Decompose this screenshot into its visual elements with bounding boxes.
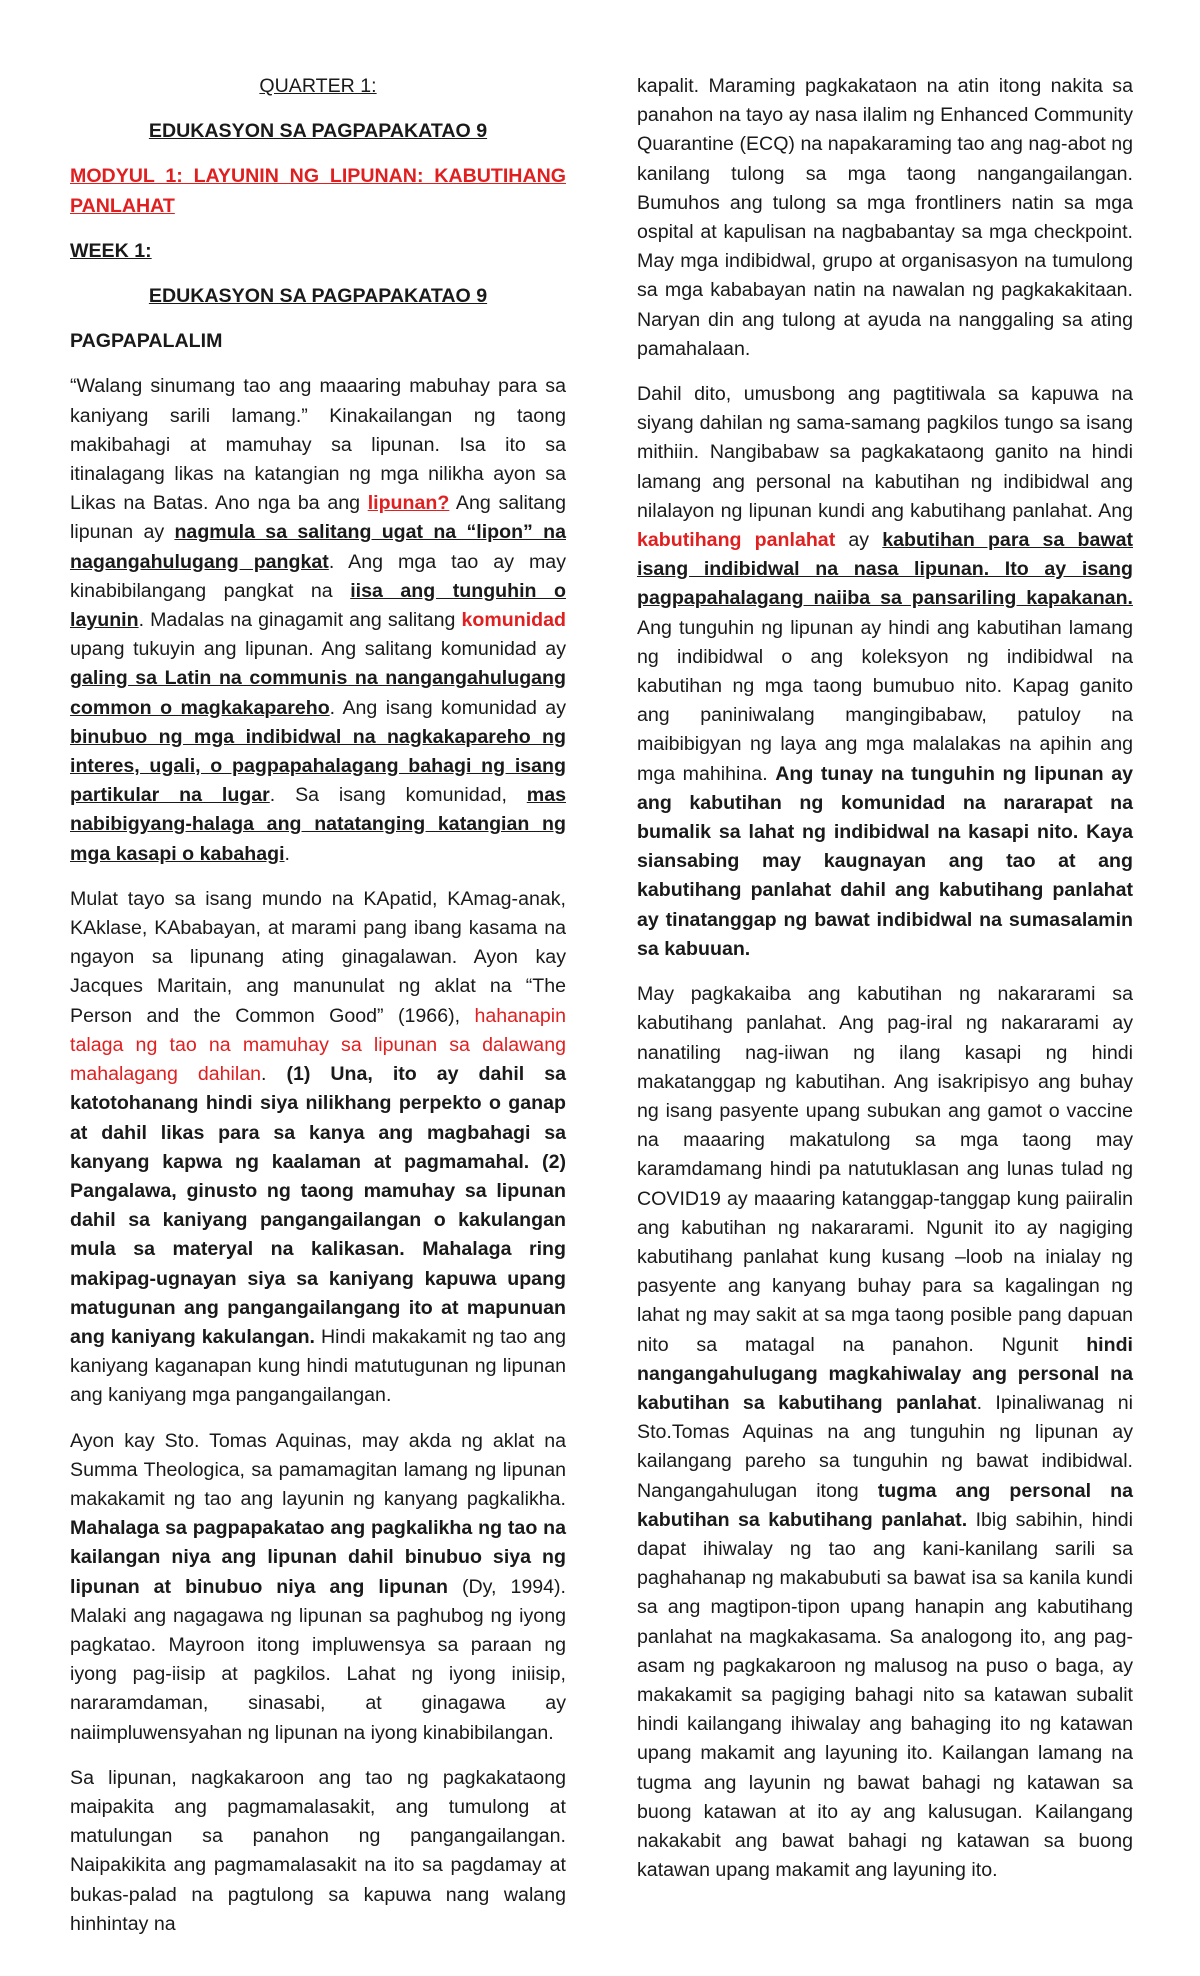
definition-katangian: mas nabibigyang-halaga ang natatanging katangian ng mga kasapi o kabahagi	[70, 784, 566, 865]
definition-communis: galing sa Latin na communis na nangangahulugang common o magkakapareho	[70, 667, 566, 719]
quarter-label: QUARTER 1:	[259, 75, 377, 97]
aquinas-highlight: Mahalaga sa pagpapakatao ang pagkalikha ng tao na kailangan niya ang lipunan dahil binubuo siya ng lipunan at binubuo niya ang lipunan	[70, 1517, 566, 1598]
subject-title-repeat: EDUKASYON SA PAGPAPAKATAO 9	[148, 285, 488, 308]
right-column	[637, 72, 1133, 1901]
paragraph-ecq: kapalit. Maraming pagkakataon na atin itong nakita sa panahon na tayo ay nasa ilalim ng Enhanced Community Quarantine (ECQ) na napakaraming tao ang nag-abot ng kanilang tulong sa mga taong nangangailangan. Bumuhos ang tulong sa mga frontliners natin sa mga ospital at kapulisan na nagbabantay sa mga checkpoint. May mga indibidwal, grupo at organisasyon na tumulong sa mga kababayan natin na nawalan ng pagkakakitaan. Naryan din ang tulong at ayuda na nanggaling sa ating pamahalaan.	[637, 75, 1133, 360]
subject-title: EDUKASYON SA PAGPAPAKATAO 9	[148, 120, 488, 143]
paragraph-maritain: Mulat tayo sa isang mundo na KApatid, KAmag-anak, KAklase, KAbabayan, at marami pang ibang kasama na ngayon sa lipunang ating ginagalawan. Ayon kay Jacques Maritain, ang manunulat ng aklat na “The Person and the Common Good” (1966), hahanapin talaga ng tao na mamuhay sa lipunan sa dalawang mahalagang dahilan. (1) Una, ito ay dahil sa katotohanang hindi siya nilikhang perpekto o ganap at dahil likas para sa kanya ang magbahagi sa kanyang kapwa ng kaalaman at pagmamahal. (2) Pangalawa, ginusto ng taong mamuhay sa lipunan dahil sa kaniyang pangangailangan o kakulangan mula sa materyal na kalikasan. Mahalaga ring makipag-ugnayan siya sa kaniyang kapuwa upang matugunan ang pangangailangang ito at mapunuan ang kaniyang kakulangan. Hindi makakamit ng tao ang kaniyang kaganapan kung hindi matutugunan ng lipunan ang kaniyang mga pangangailangan.	[70, 887, 566, 1407]
definition-layunin: iisa ang tunguhin o layunin	[70, 579, 566, 632]
highlight-tugma: tugma ang personal na kabutihan sa kabutihang panlahat.	[637, 1479, 1133, 1531]
definition-kabutihang-panlahat: kabutihan para sa bawat isang indibidwal na nasa lipunan. Ito ay isang pagpapahalagang naiiba sa pansariling kapakanan.	[637, 529, 1133, 610]
definition-lipon: nagmula sa salitang ugat na “lipon” na nagangahulugang pangkat	[70, 521, 566, 573]
maritain-highlight: hahanapin talaga ng tao na mamuhay sa lipunan sa dalawang mahalagang dahilan	[70, 1004, 566, 1086]
term-kabutihang-panlahat: kabutihang panlahat	[637, 529, 836, 552]
left-column	[70, 72, 566, 1955]
paragraph-lipunan: “Walang sinumang tao ang maaaring mabuhay para sa kaniyang sarili lamang.” Kinakailangan ng taong makibahagi at mamuhay sa lipunan. Isa ito sa itinalagang likas na katangian ng mga nilikha ayon sa Likas na Batas. Ano nga ba ang lipunan? Ang salitang lipunan ay nagmula sa salitang ugat na “lipon” na nagangahulugang pangkat. Ang mga tao ay may kinabibilangang pangkat na iisa ang tunguhin o layunin. Madalas na ginagamit ang salitang komunidad upang tukuyin ang lipunan. Ang salitang komunidad ay galing sa Latin na communis na nangangahulugang common o magkakapareho. Ang isang komunidad ay binubuo ng mga indibidwal na nagkakapareho ng interes, ugali, o pagpapahalagang bahagi ng isang partikular na lugar. Sa isang komunidad, mas nabibigyang-halaga ang natatanging katangian ng mga kasapi o kabahagi.	[70, 375, 566, 865]
term-komunidad: komunidad	[461, 609, 566, 632]
module-title: MODYUL 1: LAYUNIN NG LIPUNAN: KABUTIHANG PANLAHAT	[70, 165, 566, 217]
week-label: WEEK 1:	[70, 239, 152, 262]
definition-komunidad: binubuo ng mga indibidwal na nagkakapareho ng interes, ugali, o pagpapahalagang bahagi ng isang partikular na lugar	[70, 725, 566, 807]
highlight-hindi-magkahiwalay: hindi nangangahulugang magkahiwalay ang personal na kabutihan sa kabutihang panlahat	[637, 1333, 1133, 1414]
term-lipunan: lipunan?	[367, 492, 450, 515]
tunay-na-tunguhin: Ang tunay na tunguhin ng lipunan ay ang kabutihan ng komunidad na nararapat na bumalik sa lahat ng indibidwal na kasapi nito. Kaya siansabing may kaugnayan ang tao at ang kabutihang panlahat dahil ang kabutihang panlahat ay tinatanggap ng bawat indibidwal na sumasalamin sa kabuuan.	[637, 762, 1134, 960]
paragraph-pagkakaiba: May pagkakaiba ang kabutihan ng nakararami sa kabutihang panlahat. Ang pag-iral ng nakararami ay nanatiling nag-iiwan ng ilang kasapi ng hindi makatanggap ng kabutihan. Ang isakripisyo ang buhay ng isang pasyente upang subukan ang gamot o vaccine na maaaring makatulong sa mga taong may karamdamang hindi pa natutuklasan ang lunas tulad ng COVID19 ay maaaring katanggap-tanggap kung paiiralin ang kabutihan ng nakararami. Ngunit ito ay nagiging kabutihang panlahat kung kusang –loob na inialay ng pasyente ang kanyang buhay para sa kagalingan ng lahat ng may sakit at sa mga taong posible pang dapuan nito sa matagal na panahon. Ngunit hindi nangangahulugang magkahiwalay ang personal na kabutihan sa kabutihang panlahat. Ipinaliwanag ni Sto.Tomas Aquinas na ang tunguhin ng lipunan ay kailangang pareho sa tunguhin ng bawat indibidwal. Nangangahulugan itong tugma ang personal na kabutihan sa kabutihang panlahat. Ibig sabihin, hindi dapat ihiwalay ng tao ang kani-kanilang sarili sa paghahanap ng makabubuti sa bawat isa sa kanila kundi sa ang magtipon-tipon upang hanapin ang kabutihang panlahat na magkakasama. Sa analogong ito, ang pag-asam ng pagkakaroon ng malusog na puso o baga, ay makakamit sa pagiging bahagi nito sa katawan subalit hindi kailangang ihiwalay ang bahaging ito ng katawan upang makamit ang layuning ito. Kailangan lamang na tugma ang layunin ng bawat bahagi ng katawan sa buong katawan at ito ay ang kalusugan. Kailangang nakakabit ang bawat bahagi ng katawan sa buong katawan upang makamit ang layuning ito.	[637, 983, 1134, 1882]
paragraph-aquinas: Ayon kay Sto. Tomas Aquinas, may akda ng aklat na Summa Theologica, sa pamamagitan lamang ng lipunan makakamit ng tao ang layunin ng kanyang pagkalikha. Mahalaga sa pagpapakatao ang pagkalikha ng tao na kailangan niya ang lipunan dahil binubuo siya ng lipunan at binubuo niya ang lipunan (Dy, 1994). Malaki ang nagagawa ng lipunan sa paghubog ng iyong pagkatao. Mayroon itong impluwensya sa paraan ng iyong pag-iisip at pagkilos. Lahat ng iyong iniisip, nararamdaman, sinasabi, at ginagawa ay naiimpluwensyahan ng lipunan na iyong kinabibilangan.	[70, 1429, 566, 1744]
section-heading: PAGPAPALALIM	[70, 330, 223, 353]
paragraph-kabutihang-panlahat: Dahil dito, umusbong ang pagtitiwala sa kapuwa na siyang dahilan ng sama-samang pagkilos tungo sa isang mithiin. Nangibabaw sa pagkakataong ganito na hindi lamang ang personal na kabutihan ng indibidwal ang nilalayon ng lipunan kundi ang kabutihang panlahat. Ang kabutihang panlahat ay kabutihan para sa bawat isang indibidwal na nasa lipunan. Ito ay isang pagpapahalagang naiiba sa pansariling kapakanan. Ang tunguhin ng lipunan ay hindi ang kabutihan lamang ng indibidwal o ang koleksyon ng indibidwal na kabutihan ng mga taong bumubuo nito. Kapag ganito ang paniniwalang mangingibabaw, patuloy na maibibigyan ng laya ang mga malalakas na apihin ang mga mahihina. Ang tunay na tunguhin ng lipunan ay ang kabutihan ng komunidad na nararapat na bumalik sa lahat ng indibidwal na kasapi nito. Kaya siansabing may kaugnayan ang tao at ang kabutihang panlahat dahil ang kabutihang panlahat ay tinatanggap ng bawat indibidwal na sumasalamin sa kabuuan.	[637, 383, 1134, 960]
maritain-reasons: (1) Una, ito ay dahil sa katotohanang hindi siya nilikhang perpekto o ganap at dahil likas para sa kanya ang magbahagi sa kanyang kapwa ng kaalaman at pagmamahal. (2) Pangalawa, ginusto ng taong mamuhay sa lipunan dahil sa kaniyang pangangailangan o kakulangan mula sa materyal na kalikasan. Mahalaga ring makipag-ugnayan siya sa kaniyang kapuwa upang matugunan ang pangangailangang ito at mapunuan ang kaniyang kakulangan.	[70, 1063, 566, 1348]
paragraph-pagmamalasakit: Sa lipunan, nagkakaroon ang tao ng pagkakataong maipakita ang pagmamalasakit, ang tumulong at matulungan sa panahon ng pangangailangan. Naipakikita ang pagmamalasakit na ito sa pagdamay at bukas-palad na pagtulong sa kapuwa nang walang hinhintay na	[70, 1766, 566, 1935]
